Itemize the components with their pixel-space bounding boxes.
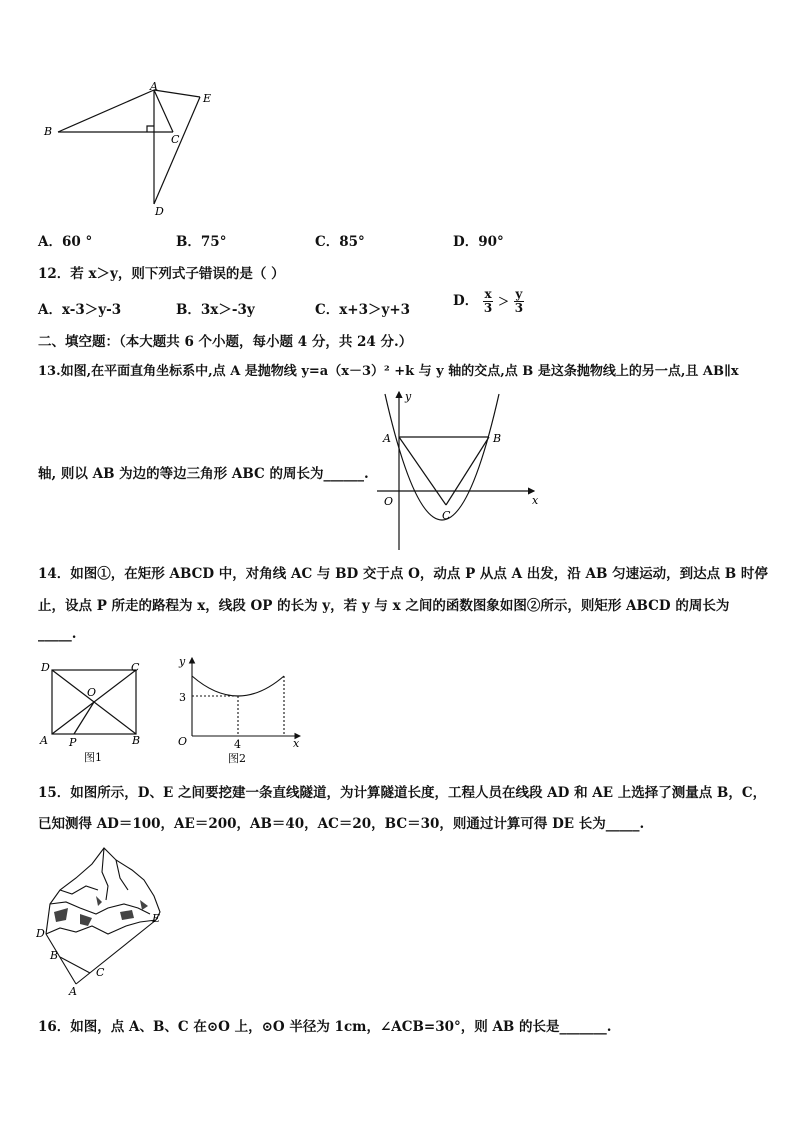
label-C: C [131,661,140,674]
q14-line1: 14．如图①，在矩形 ABCD 中，对角线 AC 与 BD 交于点 O，动点 P 从点 A 出发，沿 AB 匀速运动，到达点 B 时停 [38,566,768,582]
fraction-x-over-3: $\frac{x}{3}$ [483,287,493,315]
fraction-y-over-3: $\frac{y}{3}$ [514,287,524,315]
q12-option-d-prefix: D． [453,293,479,309]
label-D: D [36,927,45,940]
label-x: x [532,494,539,507]
label-x: x [293,737,300,750]
label-B: B [132,734,141,747]
label-3: 3 [179,691,186,704]
label-O: O [87,686,97,699]
q11-figure [38,80,228,220]
q14-line2: 止，设点 P 所走的路程为 x，线段 OP 的长为 y，若 y 与 x 之间的函数图象如图②所示，则矩形 ABCD 的周长为 [38,598,730,614]
q12-option-b: B．3x＞-3y [176,302,255,318]
q11-option-d: D．90° [453,234,504,250]
label-P: P [69,736,77,749]
q12-option-d [453,288,524,315]
label-A: A [40,734,48,747]
label-B: B [493,432,502,445]
label-D: D [155,205,164,218]
label-E: E [152,912,161,925]
caption-figure-1: 图1 [84,751,102,764]
q13-line1: 13.如图,在平面直角坐标系中,点 A 是抛物线 y=a（x－3）² +k 与 y 轴的交点,点 B 是这条抛物线上的另一点,且 AB∥x [38,364,739,379]
q13-line2: 轴, 则以 AB 为边的等边三角形 ABC 的周长为______. [38,466,369,482]
q11-option-c: C．85° [315,234,365,250]
label-A: A [383,432,391,445]
section-fill-in-title: 二、填空题：（本大题共 6 个小题，每小题 4 分，共 24 分.） [38,334,413,350]
q15-mountain-figure [36,842,176,997]
q14-figure-1 [36,658,151,766]
label-C: C [96,966,105,979]
label-C: C [442,509,451,522]
label-E: E [203,92,212,105]
label-y: y [179,655,186,668]
q14-line3: _____. [38,626,77,642]
q12-option-a: A．x-3＞y-3 [38,302,122,318]
q11-option-a: A．60 ° [38,234,93,250]
label-A: A [69,985,77,997]
q15-line2: 已知测得 AD＝100，AE＝200，AB＝40，AC＝20，BC＝30，则通过计算可得 DE 长为_____. [38,816,645,832]
label-B: B [44,125,53,138]
q15-line1: 15．如图所示，D、E 之间要挖建一条直线隧道，为计算隧道长度，工程人员在线段 AD 和 AE 上选择了测量点 B，C， [38,785,767,801]
q16-text: 16．如图，点 A、B、C 在⊙O 上，⊙O 半径为 1cm，∠ACB=30°，则 AB 的长是_______. [38,1019,612,1035]
q13-parabola-figure [372,388,542,553]
label-O: O [384,495,394,508]
q11-option-b: B．75° [176,234,227,250]
label-B: B [50,949,59,962]
q12-stem: 12．若 x＞y，则下列式子错误的是（ ） [38,266,285,282]
q12-option-c: C．x+3＞y+3 [315,302,411,318]
label-C: C [171,133,180,146]
q14-figure-2 [172,654,307,766]
greater-sign: ＞ [497,295,509,308]
label-D: D [41,661,50,674]
label-4: 4 [234,738,241,751]
label-O: O [178,735,188,748]
label-y: y [405,390,412,403]
caption-figure-2: 图2 [228,752,246,765]
label-A: A [150,80,158,93]
